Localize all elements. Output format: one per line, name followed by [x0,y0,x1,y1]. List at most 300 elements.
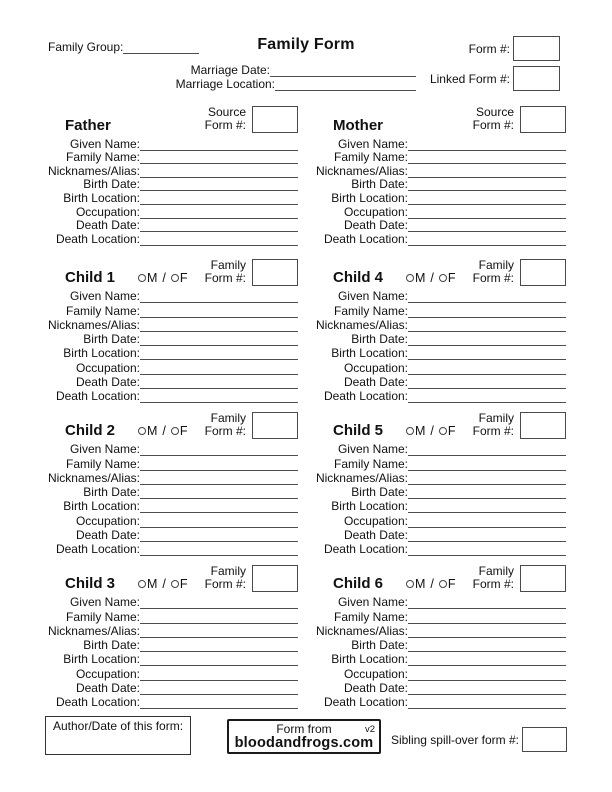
field-row [283,360,566,374]
field-row [15,332,298,346]
field-input-line[interactable] [140,501,298,513]
field-label: Birth Date: [83,177,140,192]
field-row [15,191,298,205]
gender-male-option[interactable] [406,577,425,591]
field-label: Family Name: [65,456,140,471]
field-input-line[interactable] [408,612,566,624]
family-form-number-label [473,565,514,590]
linked-form-row [430,66,560,91]
field-input-line[interactable] [408,544,566,556]
child-5-section [283,410,566,556]
field-label: Birth Location: [331,499,408,514]
form-source-line1 [229,722,379,736]
male-radio-icon[interactable] [138,274,146,282]
marriage-location-label: Marriage Location: [175,76,275,91]
field-row [283,624,566,638]
gender-male-option[interactable] [138,271,157,285]
field-row [283,485,566,499]
field-input-line[interactable] [140,152,298,164]
field-label: Death Location: [323,389,408,404]
field-label: Death Date: [75,681,140,696]
gender-male-option[interactable] [406,424,425,438]
field-row [15,303,298,317]
field-label: Death Location: [55,695,140,710]
field-row [283,528,566,542]
field-row [283,232,566,246]
field-input-line[interactable] [140,207,298,219]
female-radio-icon[interactable] [439,580,447,588]
field-input-line[interactable] [140,626,298,638]
field-label: Birth Date: [83,638,140,653]
field-label: Birth Date: [83,485,140,500]
marriage-location-row [100,78,416,91]
field-row [283,595,566,609]
field-row [283,499,566,513]
field-label: Death Date: [343,218,408,233]
field-input-line[interactable] [408,306,566,318]
gender-female-option[interactable] [171,577,188,591]
field-input-line[interactable] [408,597,566,609]
field-label: Occupation: [75,666,140,681]
field-input-line[interactable] [408,501,566,513]
field-label: Birth Date: [83,332,140,347]
field-input-line[interactable] [140,544,298,556]
child-4-section [283,257,566,403]
field-row [283,137,566,151]
field-input-line[interactable] [140,363,298,375]
field-input-line[interactable] [408,669,566,681]
field-label: Birth Location: [331,652,408,667]
male-radio-icon[interactable] [406,427,414,435]
field-label: Birth Date: [351,485,408,500]
field-row [15,442,298,456]
gender-male-label: M [415,577,426,591]
field-label: Given Name: [69,136,140,151]
family-form-label-line1: Family [210,411,246,425]
source-form-box[interactable] [520,106,566,133]
gender-female-option[interactable] [439,424,456,438]
family-form-label-line2: Form #: [472,576,514,591]
field-label: Death Location: [55,542,140,557]
field-row [15,638,298,652]
field-label: Birth Location: [63,652,140,667]
field-row [15,609,298,623]
field-label: Occupation: [343,360,408,375]
version-badge: v2 [364,724,375,735]
field-input-line[interactable] [140,234,298,246]
field-row [15,375,298,389]
field-row [15,289,298,303]
field-label: Death Location: [323,231,408,246]
field-input-line[interactable] [408,530,566,542]
field-input-line[interactable] [408,179,566,191]
family-form-number-box[interactable] [520,259,566,286]
field-row [283,456,566,470]
gender-separator: / [162,577,166,591]
marriage-date-row [100,64,416,77]
person-title: Child 4 [333,269,384,286]
form-from-label: Form from [276,722,332,736]
person-title: Child 1 [65,269,116,286]
field-input-line[interactable] [140,683,298,695]
form-number-box[interactable] [513,36,560,61]
field-row [15,456,298,470]
field-row [283,638,566,652]
field-input-line[interactable] [408,152,566,164]
field-label: Nicknames/Alias: [47,317,140,332]
female-radio-icon[interactable] [171,274,179,282]
field-input-line[interactable] [408,139,566,151]
field-row [283,178,566,192]
family-form-number-box[interactable] [520,412,566,439]
gender-selector [138,577,188,591]
field-rows [15,137,298,246]
field-input-line[interactable] [408,220,566,232]
female-radio-icon[interactable] [171,427,179,435]
field-label: Death Date: [343,375,408,390]
field-label: Given Name: [69,289,140,304]
field-input-line[interactable] [408,487,566,499]
field-input-line[interactable] [408,166,566,178]
gender-male-option[interactable] [406,271,425,285]
gender-male-label: M [147,424,158,438]
field-input-line[interactable] [408,697,566,709]
field-label: Death Date: [75,218,140,233]
gender-female-label: F [447,577,456,591]
marriage-date-label: Marriage Date: [190,63,270,77]
field-label: Nicknames/Alias: [315,470,408,485]
gender-male-option[interactable] [138,424,157,438]
family-form-label-line1: Family [478,411,514,425]
field-row [283,471,566,485]
field-row [15,499,298,513]
field-input-line[interactable] [408,391,566,403]
family-form-number-label [473,412,514,437]
female-radio-icon[interactable] [439,274,447,282]
child-3-section [15,563,298,709]
gender-selector [138,424,188,438]
field-rows [15,289,298,403]
field-input-line[interactable] [408,444,566,456]
field-label: Family Name: [333,150,408,165]
field-input-line[interactable] [140,139,298,151]
source-form-label [205,106,246,131]
gender-female-option[interactable] [439,577,456,591]
field-row [15,137,298,151]
field-label: Birth Date: [351,638,408,653]
field-label: Given Name: [69,595,140,610]
family-form-label-line2: Form #: [204,576,246,591]
field-label: Nicknames/Alias: [47,623,140,638]
field-input-line[interactable] [408,207,566,219]
field-label: Nicknames/Alias: [315,163,408,178]
field-label: Family Name: [333,456,408,471]
field-rows [283,442,566,556]
child-2-section [15,410,298,556]
male-radio-icon[interactable] [138,580,146,588]
family-form-label-line1: Family [478,258,514,272]
field-row [283,289,566,303]
field-row [15,513,298,527]
field-label: Nicknames/Alias: [315,623,408,638]
linked-form-box[interactable] [513,66,560,91]
female-radio-icon[interactable] [171,580,179,588]
field-input-line[interactable] [140,391,298,403]
person-header [283,563,566,595]
field-row [15,624,298,638]
field-input-line[interactable] [140,306,298,318]
male-radio-icon[interactable] [138,427,146,435]
field-input-line[interactable] [140,597,298,609]
field-label: Given Name: [337,289,408,304]
family-form-number-label [205,565,246,590]
field-row [283,681,566,695]
sibling-spillover-label: Sibling spill-over form #: [390,732,519,747]
gender-separator: / [162,271,166,285]
person-title: Mother [333,117,383,134]
field-input-line[interactable] [140,487,298,499]
field-row [283,332,566,346]
family-form-label-line2: Form #: [472,270,514,285]
source-form-label-line1: Source [475,105,514,119]
field-row [15,178,298,192]
field-row [283,318,566,332]
person-header [15,410,298,442]
family-form-label-line1: Family [210,564,246,578]
field-input-line[interactable] [140,220,298,232]
linked-form-label: Linked Form #: [429,71,510,86]
field-input-line[interactable] [140,640,298,652]
field-label: Death Date: [75,375,140,390]
field-input-line[interactable] [408,348,566,360]
family-form-label-line1: Family [210,258,246,272]
field-input-line[interactable] [408,193,566,205]
field-label: Death Date: [343,681,408,696]
person-header [15,104,298,137]
gender-female-label: F [179,424,188,438]
field-label: Given Name: [337,442,408,457]
field-input-line[interactable] [408,320,566,332]
gender-separator: / [162,424,166,438]
field-label: Given Name: [337,595,408,610]
field-input-line[interactable] [140,654,298,666]
field-input-line[interactable] [140,334,298,346]
field-row [15,485,298,499]
field-input-line[interactable] [140,377,298,389]
field-label: Death Date: [343,528,408,543]
source-form-label-line1: Source [207,105,246,119]
sibling-spillover-row [391,727,567,752]
field-input-line[interactable] [140,459,298,471]
male-radio-icon[interactable] [406,580,414,588]
field-row [283,652,566,666]
gender-female-option[interactable] [171,271,188,285]
male-radio-icon[interactable] [406,274,414,282]
field-row [15,542,298,556]
field-input-line[interactable] [140,669,298,681]
field-label: Death Location: [323,542,408,557]
gender-selector [406,271,456,285]
field-row [15,666,298,680]
field-rows [283,595,566,709]
gender-separator: / [430,577,434,591]
field-input-line[interactable] [140,320,298,332]
field-row [15,389,298,403]
field-input-line[interactable] [140,697,298,709]
family-form-number-label [205,412,246,437]
field-label: Birth Location: [331,190,408,205]
field-row [283,303,566,317]
field-label: Family Name: [333,609,408,624]
child-6-section [283,563,566,709]
field-input-line[interactable] [140,291,298,303]
female-radio-icon[interactable] [439,427,447,435]
author-label: Author/Date of this form: [52,719,184,733]
gender-separator: / [430,271,434,285]
gender-female-label: F [179,577,188,591]
field-input-line[interactable] [140,444,298,456]
field-input-line[interactable] [408,654,566,666]
field-input-line[interactable] [140,530,298,542]
field-input-line[interactable] [408,473,566,485]
gender-selector [138,271,188,285]
field-label: Nicknames/Alias: [47,470,140,485]
gender-female-option[interactable] [439,271,456,285]
person-header [283,104,566,137]
person-title: Child 6 [333,575,384,592]
field-row [283,609,566,623]
field-label: Birth Date: [351,332,408,347]
form-number-label: Form #: [468,41,510,56]
field-row [283,219,566,233]
field-label: Nicknames/Alias: [47,163,140,178]
field-row [283,191,566,205]
family-form-label-line2: Form #: [472,423,514,438]
field-rows [15,595,298,709]
field-input-line[interactable] [140,179,298,191]
field-label: Given Name: [337,136,408,151]
gender-male-option[interactable] [138,577,157,591]
field-input-line[interactable] [408,459,566,471]
field-input-line[interactable] [140,516,298,528]
gender-female-option[interactable] [171,424,188,438]
family-form-label-line2: Form #: [204,270,246,285]
field-label: Occupation: [343,204,408,219]
field-row [15,318,298,332]
field-input-line[interactable] [408,291,566,303]
gender-separator: / [430,424,434,438]
family-form-label-line2: Form #: [204,423,246,438]
field-label: Birth Date: [351,177,408,192]
field-label: Birth Location: [63,190,140,205]
field-row [283,666,566,680]
gender-male-label: M [415,271,426,285]
person-header [15,257,298,289]
field-label: Death Location: [323,695,408,710]
father-section [15,104,298,246]
field-label: Family Name: [65,303,140,318]
field-row [15,595,298,609]
page-title: Family Form [257,36,355,53]
field-input-line[interactable] [408,626,566,638]
gender-female-label: F [179,271,188,285]
field-label: Death Location: [55,231,140,246]
field-label: Family Name: [65,150,140,165]
sibling-spillover-box[interactable] [522,727,567,752]
family-form-number-box[interactable] [520,565,566,592]
source-form-label-line2: Form #: [472,117,514,132]
field-row [283,151,566,165]
gender-selector [406,577,456,591]
field-input-line[interactable] [408,640,566,652]
person-header [283,410,566,442]
field-rows [15,442,298,556]
field-input-line[interactable] [408,234,566,246]
author-box[interactable] [45,716,191,755]
form-source-site: bloodandfrogs.com [234,735,374,751]
field-label: Given Name: [69,442,140,457]
field-row [283,513,566,527]
person-header [15,563,298,595]
field-label: Birth Location: [63,499,140,514]
field-input-line[interactable] [140,166,298,178]
field-input-line[interactable] [408,363,566,375]
form-source-box [227,719,381,754]
gender-male-label: M [147,577,158,591]
gender-female-label: F [447,271,456,285]
family-form-number-label [473,259,514,284]
field-input-line[interactable] [140,612,298,624]
field-row [15,232,298,246]
field-row [15,219,298,233]
field-input-line[interactable] [140,473,298,485]
field-input-line[interactable] [140,193,298,205]
field-label: Occupation: [75,204,140,219]
person-header [283,257,566,289]
field-row [283,164,566,178]
field-row [283,375,566,389]
field-input-line[interactable] [140,348,298,360]
gender-male-label: M [415,424,426,438]
field-row [15,346,298,360]
field-label: Death Date: [75,528,140,543]
person-title: Child 2 [65,422,116,439]
field-row [15,681,298,695]
field-input-line[interactable] [408,334,566,346]
field-rows [283,137,566,246]
field-input-line[interactable] [408,683,566,695]
field-input-line[interactable] [408,377,566,389]
person-title: Father [65,117,111,134]
source-form-label-line2: Form #: [204,117,246,132]
field-row [15,652,298,666]
field-row [283,695,566,709]
marriage-date-input-line[interactable] [270,64,416,77]
field-row [283,205,566,219]
field-input-line[interactable] [408,516,566,528]
marriage-location-input-line[interactable] [275,78,416,91]
field-label: Occupation: [343,666,408,681]
family-group-label: Family Group: [48,40,124,54]
field-rows [283,289,566,403]
field-label: Occupation: [75,513,140,528]
field-row [15,471,298,485]
field-label: Occupation: [75,360,140,375]
field-label: Birth Location: [63,346,140,361]
field-label: Nicknames/Alias: [315,317,408,332]
field-row [283,346,566,360]
field-row [15,695,298,709]
